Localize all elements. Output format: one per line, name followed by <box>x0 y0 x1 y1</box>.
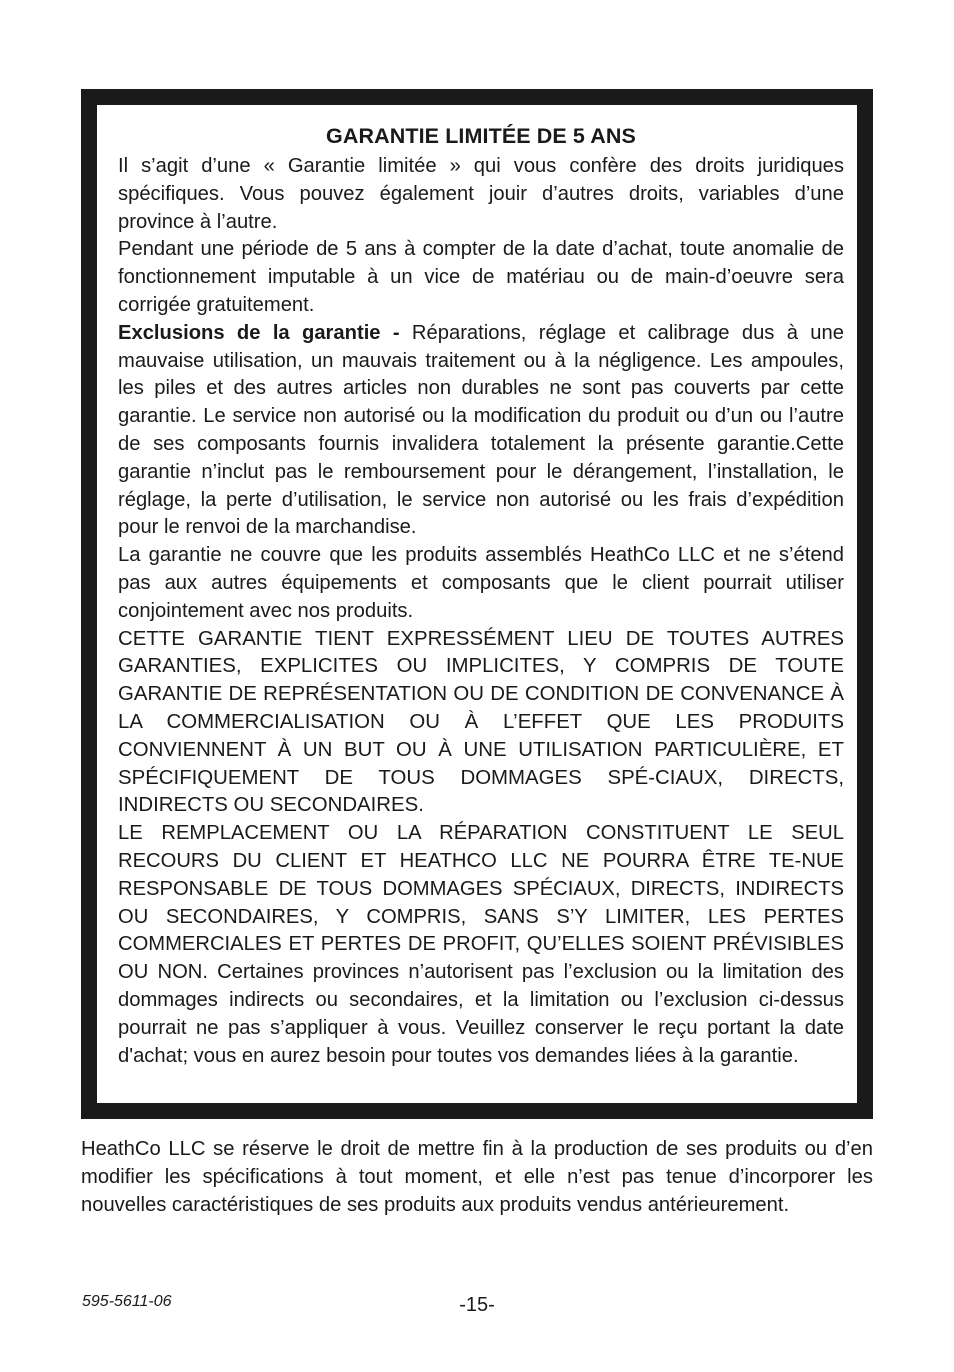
warranty-disclaimer-paragraph: CETTE GARANTIE TIENT EXPRESSÉMENT LIEU DE TOUTES AUTRES GARANTIES, EXPLICITES OU IMPLICITES, Y COMPRIS DE TOUTE GARANTIE DE REPRÉSENTATION OU DE CONDITION DE CONVENANCE À LA COMMERCIALISATION OU À L’EFFET QUE LES PRODUITS CONVIENNENT À UN BUT OU À UNE UTILISATION PARTICULIÈRE, ET SPÉCIFIQUEMENT DE TOUS DOMMAGES SPÉ-CIAUX, DIRECTS, INDIRECTS OU SECONDAIRES. <box>118 627 844 817</box>
document-number: 595-5611-06 <box>82 1293 172 1310</box>
warranty-inner-border <box>94 102 860 1106</box>
warranty-period-paragraph: Pendant une période de 5 ans à compter de la date d’achat, toute anomalie de fonctionnement imputable à un vice de matériau ou de main-d’oeuvre sera corrigée gratuitement. <box>118 238 844 316</box>
warranty-title: GARANTIE LIMITÉE DE 5 ANS <box>326 124 636 148</box>
warranty-exclusions-paragraph <box>118 320 844 542</box>
warranty-intro-paragraph: Il s’agit d’une « Garantie limitée » qui vous confère des droits juridiques spécifiques. Vous pouvez également jouir d’autres droits, variables d’une province à l’autre. <box>118 155 844 233</box>
warranty-coverage-paragraph: La garantie ne couvre que les produits assemblés HeathCo LLC et ne s’étend pas aux autres équipements et composants que le client pourrait utiliser conjointement avec nos produits. <box>118 544 844 622</box>
exclusions-label: Exclusions de la garantie - <box>118 321 400 344</box>
warranty-content <box>118 122 844 1070</box>
warranty-remedy-paragraph: LE REMPLACEMENT OU LA RÉPARATION CONSTITUENT LE SEUL RECOURS DU CLIENT ET HEATHCO LLC NE POURRA ÊTRE TE-NUE RESPONSABLE DE TOUS DOMMAGES SPÉCIAUX, DIRECTS, INDIRECTS OU SECONDAIRES, Y COMPRIS, SANS S’Y LIMITER, LES PERTES COMMERCIALES ET PERTES DE PROFIT, QU’ELLES SOIENT PRÉVISIBLES OU NON. Certaines provinces n’autorisent pas l’exclusion ou la limitation des dommages indirects ou secondaires, et la limitation ou l’exclusion ci-dessus pourrait ne pas s’appliquer à vous. Veuillez conserver le reçu portant la date d'achat; vous en aurez besoin pour toutes vos demandes liées à la garantie. <box>118 822 844 1067</box>
product-change-notice: HeathCo LLC se réserve le droit de mettre fin à la production de ses produits ou d’en modifier les spécifications à tout moment, et elle n’est pas tenue d’incorporer les nouvelles caractéristiques de ses produits aux produits vendus antérieurement. <box>81 1138 873 1217</box>
warranty-box <box>81 89 873 1119</box>
exclusions-text: Réparations, réglage et calibrage dus à une mauvaise utilisation, un mauvais traitement ou à la négligence. Les ampoules, les piles et des autres articles non durables ne sont pas couverts par cette garantie. Le service non autorisé ou la modification du produit ou d’un ou l’autre de ses composants fournis invalidera totalement la présente garantie.Cette garantie n’inclut pas le remboursement pour le dérangement, l’installation, le réglage, la perte d’utilisation, le service non autorisé ou les frais d’expédition pour le renvoi de la marchandise. <box>118 321 844 539</box>
page-number: -15- <box>459 1294 495 1316</box>
